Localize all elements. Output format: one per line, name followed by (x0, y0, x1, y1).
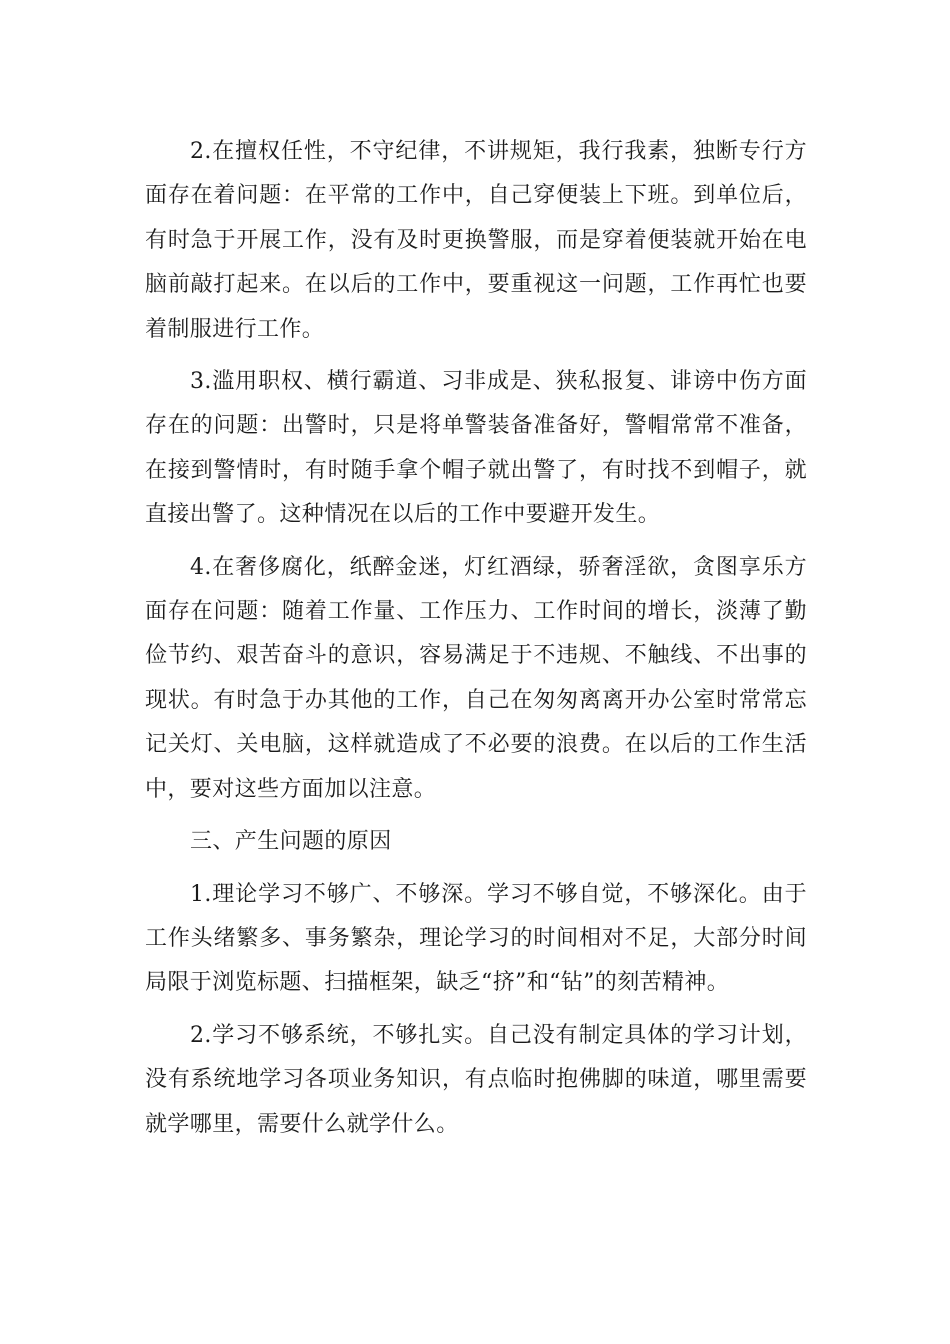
paragraph-systematic-study: 2.学习不够系统，不够扎实。自己没有制定具体的学习计划，没有系统地学习各项业务知识，有点临时抱佛脚的味道，哪里需要就学哪里，需要什么就学什么。 (145, 1022, 807, 1137)
paragraph-abuse-of-power-issue: 3.滥用职权、横行霸道、习非成是、狭私报复、诽谤中伤方面存在的问题：出警时，只是将单警装备准备好，警帽常常不准备，在接到警情时，有时随手拿个帽子就出警了，有时找不到帽子，就直接出警了。这种情况在以后的工作中要避开发生。 (145, 369, 807, 528)
section-heading-causes: 三、产生问题的原因 (190, 829, 392, 855)
paragraph-theory-study: 1.理论学习不够广、不够深。学习不够自觉，不够深化。由于工作头绪繁多、事务繁杂，理论学习的时间相对不足，大部分时间局限于浏览标题、扫描框架，缺乏“挤”和“钻”的刻苦精神。 (145, 881, 807, 996)
paragraph-discipline-issue: 2.在擅权任性，不守纪律，不讲规矩，我行我素，独断专行方面存在着问题：在平常的工作中，自己穿便装上下班。到单位后，有时急于开展工作，没有及时更换警服，而是穿着便装就开始在电脑前敲打起来。在以后的工作中，要重视这一问题，工作再忙也要着制服进行工作。 (145, 139, 807, 342)
paragraph-extravagance-issue: 4.在奢侈腐化，纸醉金迷，灯红酒绿，骄奢淫欲，贪图享乐方面存在问题：随着工作量、工作压力、工作时间的增长，淡薄了勤俭节约、艰苦奋斗的意识，容易满足于不违规、不触线、不出事的现状。有时急于办其他的工作，自己在匆匆离离开办公室时常常忘记关灯、关电脑，这样就造成了不必要的浪费。在以后的工作生活中，要对这些方面加以注意。 (145, 554, 807, 802)
document-body (145, 130, 807, 1155)
